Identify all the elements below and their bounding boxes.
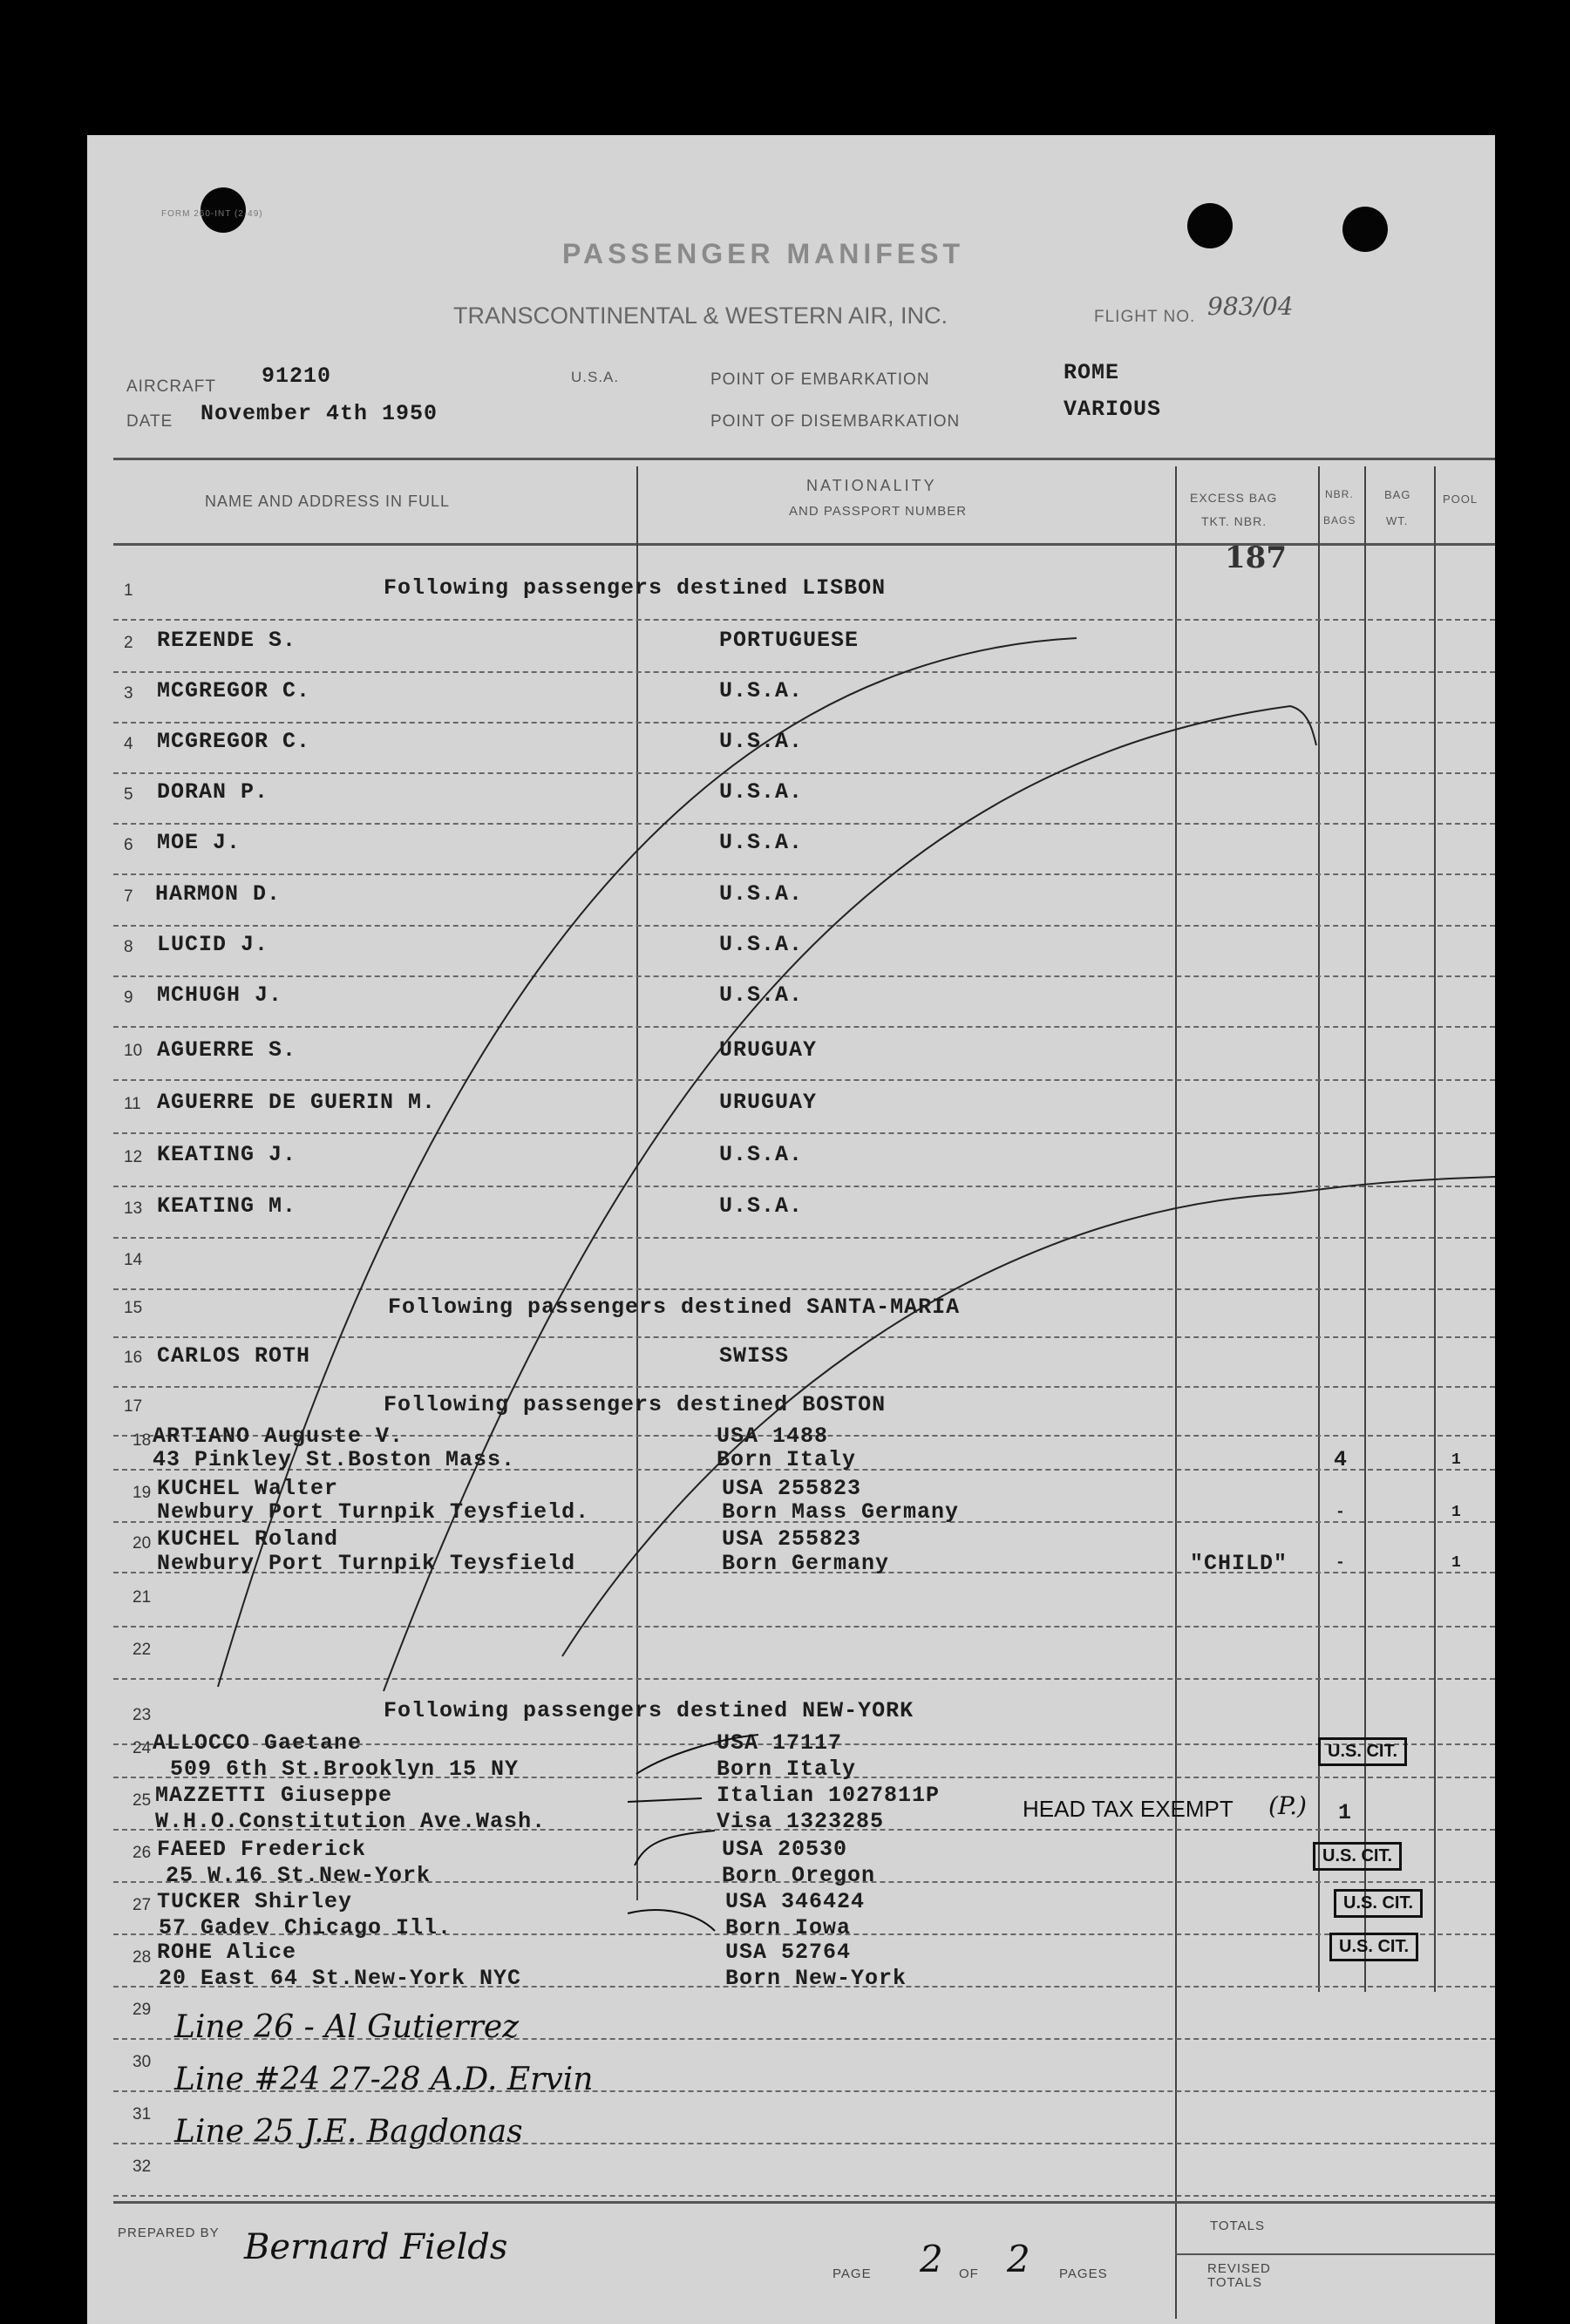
- row-5-nationality: U.S.A.: [719, 779, 804, 805]
- row-number: 4: [124, 735, 133, 753]
- row-10-name: AGUERRE S.: [157, 1037, 297, 1063]
- us-cit-stamp-row-24: U.S. CIT.: [1318, 1737, 1407, 1766]
- col-header-nbr: NBR.: [1325, 488, 1354, 500]
- row-number: 22: [133, 1641, 152, 1659]
- annotation-line-30: Line #24 27-28 A.D. Ervin: [174, 2062, 594, 2097]
- row-28-passport: USA 52764: [725, 1940, 852, 1965]
- aircraft-value: 91210: [262, 364, 332, 389]
- row-19-birthplace: Born Mass Germany: [722, 1499, 960, 1525]
- row-number: 26: [133, 1844, 152, 1862]
- row-number: 23: [133, 1706, 152, 1724]
- row-13-name: KEATING M.: [157, 1193, 297, 1219]
- disembark-value: VARIOUS: [1064, 397, 1162, 422]
- row-4-name: MCGREGOR C.: [157, 729, 311, 754]
- row-9-name: MCHUGH J.: [157, 982, 283, 1008]
- row-number: 15: [124, 1299, 143, 1317]
- row-26-passport: USA 20530: [722, 1837, 848, 1862]
- row-9-nationality: U.S.A.: [719, 982, 804, 1008]
- row-2-nationality: PORTUGUESE: [719, 628, 860, 653]
- row-7-nationality: U.S.A.: [719, 881, 804, 907]
- row-number: 18: [133, 1431, 152, 1450]
- row-28-birthplace: Born New-York: [725, 1966, 907, 1991]
- row-11-nationality: URUGUAY: [719, 1090, 818, 1115]
- row-27-birthplace: Born Iowa: [725, 1915, 852, 1940]
- flight-number: 983/04: [1207, 292, 1294, 321]
- carrier-name: TRANSCONTINENTAL & WESTERN AIR, INC.: [453, 302, 948, 329]
- row-number: 24: [133, 1739, 152, 1757]
- row-18-birthplace: Born Italy: [717, 1447, 857, 1472]
- us-cit-stamp-row-27: U.S. CIT.: [1334, 1889, 1423, 1918]
- head-tax-exempt-stamp: HEAD TAX EXEMPT: [1023, 1796, 1234, 1822]
- row-19-name: KUCHEL Walter: [157, 1476, 339, 1501]
- col-header-bags: BAGS: [1323, 514, 1356, 527]
- aircraft-label: AIRCRAFT: [126, 377, 216, 396]
- page-number: 2: [920, 2238, 943, 2280]
- check-stroke-boston: [562, 1177, 1495, 1656]
- row-number: 21: [133, 1588, 152, 1607]
- row-26-name: FAEED Frederick: [157, 1837, 367, 1862]
- row-19-bags: -: [1336, 1504, 1346, 1521]
- row-number: 19: [133, 1484, 152, 1502]
- revised-totals-label: REVISED TOTALS: [1207, 2261, 1271, 2290]
- row-number: 32: [133, 2158, 152, 2176]
- row-7-name: HARMON D.: [155, 881, 282, 907]
- row-number: 17: [124, 1397, 143, 1416]
- annotation-line-29: Line 26 - Al Gutierrez: [174, 2009, 520, 2045]
- flight-label: FLIGHT NO.: [1094, 308, 1196, 326]
- row-number: 11: [124, 1095, 141, 1113]
- row-10-nationality: URUGUAY: [719, 1037, 818, 1063]
- head-tax-count: 1: [1338, 1800, 1353, 1825]
- row-number: 29: [133, 2001, 152, 2019]
- row-number: 31: [133, 2105, 152, 2124]
- row-20-pool: 1: [1451, 1554, 1462, 1572]
- row-6-name: MOE J.: [157, 830, 241, 855]
- row-number: 20: [133, 1534, 152, 1553]
- totals-label: TOTALS: [1210, 2219, 1265, 2233]
- check-stroke-ny-4: [628, 1910, 715, 1931]
- pages-label: PAGES: [1059, 2266, 1108, 2281]
- embark-value: ROME: [1064, 360, 1120, 385]
- row-number: 6: [124, 836, 133, 854]
- row-number: 10: [124, 1042, 143, 1060]
- row-28-address: 20 East 64 St.New-York NYC: [159, 1966, 522, 1991]
- row-24-birthplace: Born Italy: [717, 1757, 857, 1782]
- page-label: PAGE: [833, 2266, 872, 2281]
- row-4-nationality: U.S.A.: [719, 729, 804, 754]
- row-25-address: W.H.O.Constitution Ave.Wash.: [155, 1809, 547, 1834]
- pen-strokes: [87, 135, 1495, 2324]
- row-8-name: LUCID J.: [157, 932, 269, 957]
- row-24-address: 509 6th St.Brooklyn 15 NY: [170, 1757, 520, 1782]
- row-number: 14: [124, 1251, 143, 1269]
- col-header-passport: AND PASSPORT NUMBER: [789, 504, 968, 519]
- check-stroke-lisbon: [218, 638, 1077, 1687]
- col-header-excess: EXCESS BAG: [1190, 491, 1278, 505]
- row-26-birthplace: Born Oregon: [722, 1863, 876, 1888]
- row-16-name: CARLOS ROTH: [157, 1343, 311, 1369]
- row-number: 25: [133, 1791, 152, 1810]
- row-25-passport: Italian 1027811P: [717, 1783, 941, 1808]
- row-3-nationality: U.S.A.: [719, 678, 804, 703]
- row-8-nationality: U.S.A.: [719, 932, 804, 957]
- row-number: 3: [124, 684, 133, 703]
- row-18-passport: USA 1488: [717, 1424, 829, 1449]
- row-24-name: ALLOCCO Gaetane: [153, 1730, 363, 1756]
- col-header-name: NAME AND ADDRESS IN FULL: [205, 493, 451, 510]
- row-number: 12: [124, 1148, 143, 1166]
- group-header-santa-maria: Following passengers destined SANTA-MARIA: [388, 1295, 961, 1320]
- row-26-address: 25 W.16 St.New-York: [166, 1863, 432, 1888]
- page-title: PASSENGER MANIFEST: [562, 238, 964, 269]
- us-cit-stamp-row-26: U.S. CIT.: [1313, 1842, 1402, 1871]
- check-stroke-lisbon-2: [384, 706, 1316, 1691]
- row-19-address: Newbury Port Turnpik Teysfield.: [157, 1499, 590, 1525]
- row-20-passport: USA 255823: [722, 1526, 862, 1552]
- row-number: 16: [124, 1349, 143, 1367]
- group-header-new-york: Following passengers destined NEW-YORK: [384, 1698, 914, 1723]
- row-20-address: Newbury Port Turnpik Teysfield: [157, 1551, 576, 1576]
- us-cit-stamp-row-28: U.S. CIT.: [1329, 1933, 1418, 1961]
- row-18-name: ARTIANO Auguste V.: [153, 1424, 404, 1449]
- date-label: DATE: [126, 412, 173, 431]
- col-header-pool: POOL: [1443, 493, 1478, 506]
- row-2-name: REZENDE S.: [157, 628, 297, 653]
- row-number: 5: [124, 785, 133, 804]
- manifest-sheet: [87, 135, 1495, 2324]
- total-pages: 2: [1007, 2238, 1030, 2280]
- country-label: U.S.A.: [571, 369, 620, 385]
- check-stroke-ny-2: [628, 1798, 702, 1802]
- annotation-line-31: Line 25 J.E. Bagdonas: [174, 2114, 523, 2150]
- row-16-nationality: SWISS: [719, 1343, 790, 1369]
- col-header-excess-tkt: TKT. NBR.: [1201, 514, 1268, 528]
- row-25-name: MAZZETTI Giuseppe: [155, 1783, 393, 1808]
- head-tax-mark: (P.): [1268, 1791, 1307, 1820]
- row-24-passport: USA 17117: [717, 1730, 843, 1756]
- row-number: 1: [124, 581, 133, 600]
- row-27-name: TUCKER Shirley: [157, 1889, 353, 1914]
- date-value: November 4th 1950: [200, 401, 438, 426]
- check-stroke-ny-1: [636, 1735, 758, 1774]
- group-header-lisbon: Following passengers destined LISBON: [384, 575, 887, 601]
- row-20-bags: -: [1336, 1554, 1346, 1572]
- row-18-address: 43 Pinkley St.Boston Mass.: [153, 1447, 516, 1472]
- row-6-nationality: U.S.A.: [719, 830, 804, 855]
- of-label: OF: [959, 2266, 979, 2281]
- row-5-name: DORAN P.: [157, 779, 269, 805]
- row-28-name: ROHE Alice: [157, 1940, 297, 1965]
- row-27-address: 57 Gadev Chicago Ill.: [159, 1915, 452, 1940]
- row-number: 27: [133, 1896, 152, 1914]
- form-code: FORM 260-INT (2-49): [161, 209, 263, 219]
- row-number: 8: [124, 938, 133, 956]
- row-18-pool: 1: [1451, 1451, 1462, 1469]
- row-25-birthplace: Visa 1323285: [717, 1809, 885, 1834]
- row-20-name: KUCHEL Roland: [157, 1526, 339, 1552]
- row-19-passport: USA 255823: [722, 1476, 862, 1501]
- row-number: 2: [124, 634, 133, 652]
- group-header-boston: Following passengers destined BOSTON: [384, 1392, 887, 1417]
- col-header-nationality: NATIONALITY: [806, 477, 937, 494]
- row-3-name: MCGREGOR C.: [157, 678, 311, 703]
- row-12-name: KEATING J.: [157, 1142, 297, 1167]
- row-number: 9: [124, 989, 133, 1007]
- row-19-pool: 1: [1451, 1504, 1462, 1521]
- row-number: 30: [133, 2053, 152, 2071]
- row-12-nationality: U.S.A.: [719, 1142, 804, 1167]
- prepared-by-label: PREPARED BY: [118, 2225, 220, 2240]
- row-27-passport: USA 346424: [725, 1889, 866, 1914]
- row-number: 13: [124, 1199, 143, 1218]
- row-11-name: AGUERRE DE GUERIN M.: [157, 1090, 437, 1115]
- row-13-nationality: U.S.A.: [719, 1193, 804, 1219]
- disembark-label: POINT OF DISEMBARKATION: [710, 412, 961, 431]
- col-header-bag: BAG: [1384, 488, 1411, 501]
- row-18-bags: 4: [1334, 1447, 1349, 1472]
- excess-ticket-number: 187: [1225, 540, 1287, 575]
- prepared-by-signature: Bernard Fields: [244, 2227, 508, 2267]
- row-number: 28: [133, 1948, 152, 1967]
- row-20-excess: "CHILD": [1190, 1551, 1288, 1576]
- check-stroke-ny-3: [635, 1831, 715, 1865]
- row-20-birthplace: Born Germany: [722, 1551, 890, 1576]
- embark-label: POINT OF EMBARKATION: [710, 370, 930, 389]
- row-number: 7: [124, 887, 133, 906]
- col-header-wt: WT.: [1386, 514, 1409, 527]
